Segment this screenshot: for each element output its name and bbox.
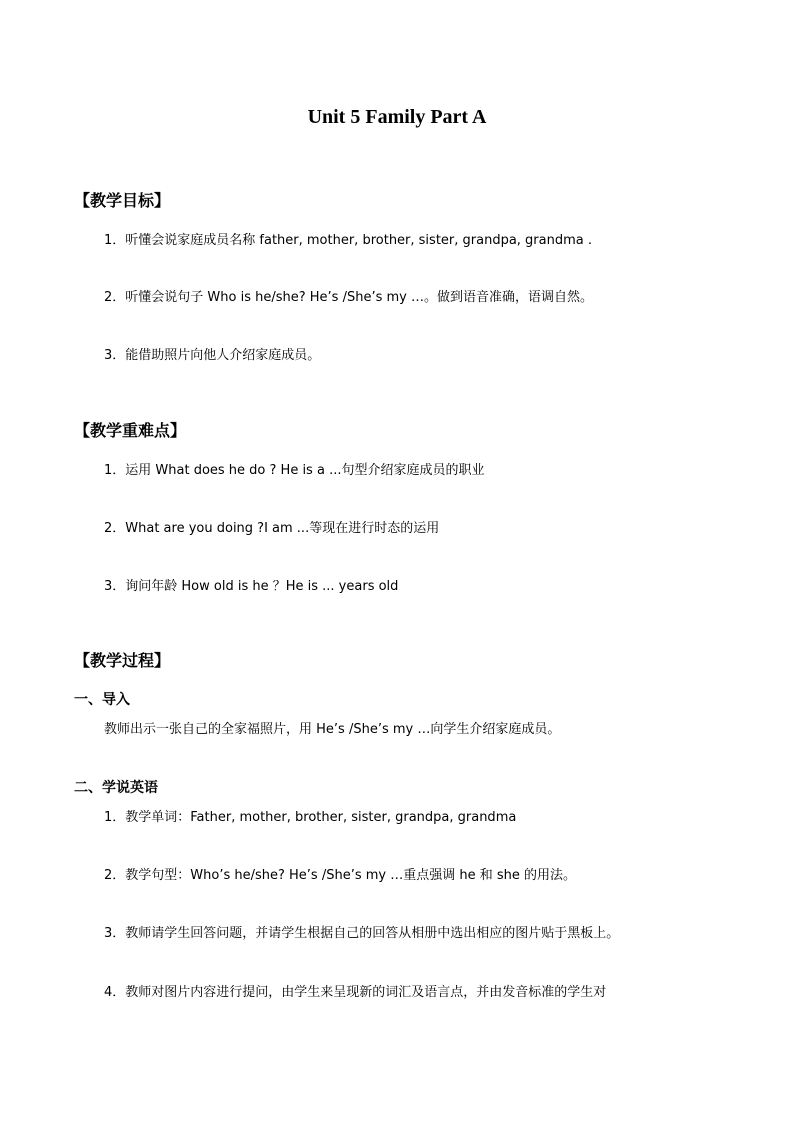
section-heading-key-points: 【教学重难点】	[74, 421, 187, 440]
subheading-intro: 一、导入	[74, 692, 130, 708]
subheading-learn: 二、学说英语	[74, 780, 158, 796]
section-heading-goals: 【教学目标】	[74, 191, 171, 210]
learn-item: 3．教师请学生回答问题，并请学生根据自己的回答从相册中选出相应的图片贴于黑板上。	[104, 926, 620, 941]
goal-item: 3．能借助照片向他人介绍家庭成员。	[104, 348, 321, 363]
key-point-item: 1．运用 What does he do ? He is a ...句型介绍家庭成员的职业	[104, 463, 485, 478]
key-point-item: 2．What are you doing ?I am ...等现在进行时态的运用	[104, 521, 440, 536]
page-title: Unit 5 Family Part A	[307, 106, 487, 128]
learn-item: 4．教师对图片内容进行提问，由学生来呈现新的词汇及语言点，并由发音标准的学生对	[104, 985, 607, 1000]
intro-text: 教师出示一张自己的全家福照片，用 He’s /She’s my …向学生介绍家庭成员。	[104, 722, 561, 737]
learn-item: 1．教学单词：Father, mother, brother, sister, grandpa, grandma	[104, 810, 517, 825]
section-heading-process: 【教学过程】	[74, 651, 171, 670]
learn-item: 2．教学句型：Who’s he/she? He’s /She’s my …重点强调 he 和 she 的用法。	[104, 868, 576, 883]
key-point-item: 3．询问年龄 How old is he ？He is ... years old	[104, 579, 399, 594]
goal-item: 1．听懂会说家庭成员名称 father, mother, brother, sister, grandpa, grandma .	[104, 233, 593, 248]
goal-item: 2．听懂会说句子 Who is he/she? He’s /She’s my …。做到语音准确，语调自然。	[104, 290, 593, 305]
